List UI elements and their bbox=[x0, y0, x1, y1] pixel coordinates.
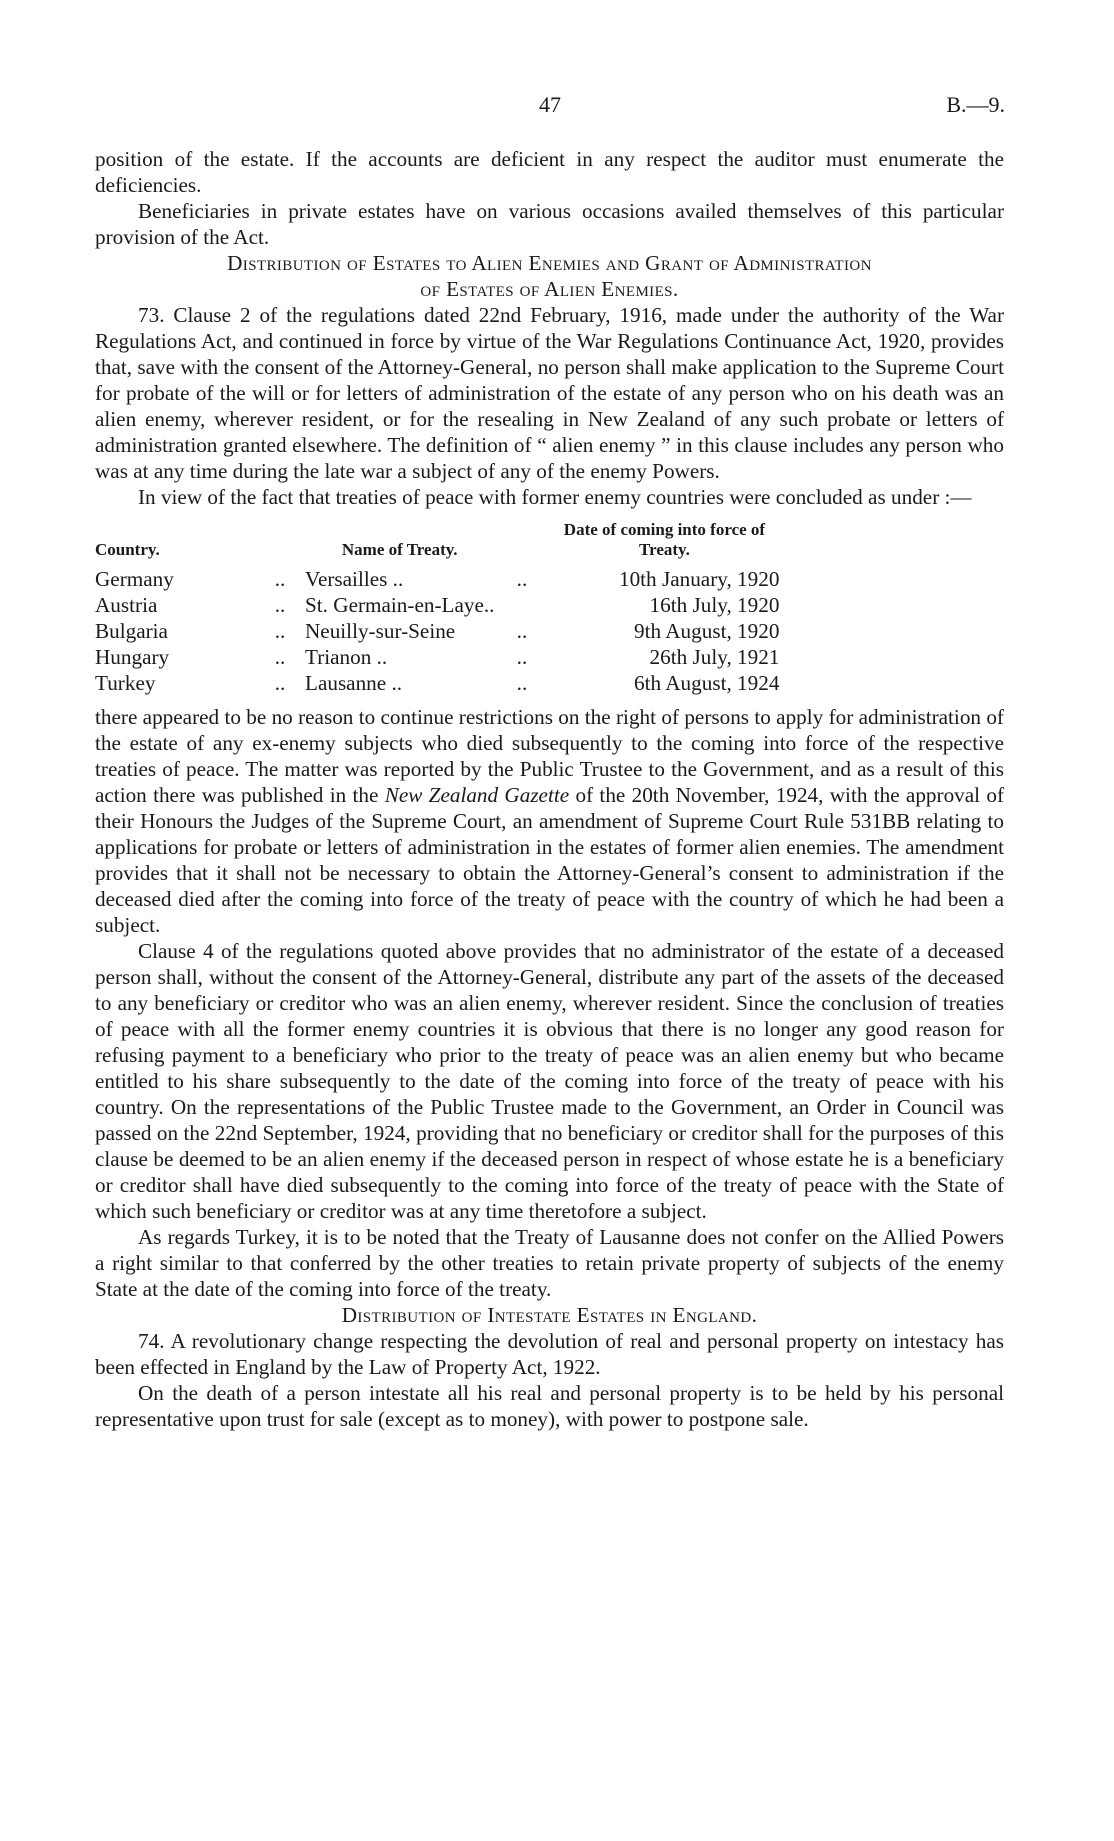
paragraph-turkey: As regards Turkey, it is to be noted that the Treaty of Lausanne does not confer on the Allied Powers a right similar to that conferred by the other treaties to retain private property of subjects of the enemy State at the date of the coming into force of the treaty. bbox=[95, 1225, 1004, 1301]
paragraph-clause-4: Clause 4 of the regulations quoted above provides that no administrator of the estate of a deceased person shall, without the consent of the Attorney-General, distribute any part of the assets of the deceased to any beneficiary or creditor who was an alien enemy, wherever resident. Since the conclusion of treaties of peace with all the former enemy countries it is obvious that there is no longer any good reason for refusing payment to a beneficiary who prior to the treaty of peace was an alien enemy but who became entitled to his share subsequently to the date of the coming into force of the treaty of peace with his country. On the representations of the Public Trustee made to the Government, an Order in Council was passed on the 22nd September, 1924, providing that no beneficiary or creditor shall for the purposes of this clause be deemed to be an alien enemy if the deceased person in respect of whose estate he is a beneficiary or creditor shall have died subsequently to the coming into force of the treaty of peace with the State of which such beneficiary or creditor was at any time theretofore a subject. bbox=[95, 939, 1004, 1223]
leader-dots: .. bbox=[274, 567, 286, 591]
paragraph-74: 74. A revolutionary change respecting the devolution of real and personal property on intestacy has been effected in England by the Law of Property Act, 1922. bbox=[95, 1329, 1004, 1379]
treaty-table bbox=[95, 520, 779, 696]
leader-dots bbox=[494, 592, 549, 618]
header-country: Country. bbox=[95, 540, 160, 559]
treaty-table-header bbox=[95, 520, 779, 566]
document-reference: B.—9. bbox=[946, 92, 1005, 117]
leader-dots: .. bbox=[516, 671, 528, 695]
page-header bbox=[95, 92, 1005, 122]
row-date: 10th January, 1920 bbox=[618, 567, 780, 591]
header-date: Date of coming into force of Treaty. bbox=[563, 520, 766, 559]
row-date: 9th August, 1920 bbox=[634, 619, 780, 643]
leader-dots: .. bbox=[274, 619, 286, 643]
section-heading-intestate-estates: Distribution of Intestate Estates in England. bbox=[341, 1303, 758, 1327]
paragraph-intro-1: position of the estate. If the accounts are deficient in any respect the auditor must enumerate the deficiencies. bbox=[95, 147, 1004, 197]
row-country: Austria bbox=[95, 593, 158, 617]
row-country: Turkey bbox=[95, 671, 156, 695]
row-treaty-name: Trianon .. bbox=[305, 645, 388, 669]
row-treaty-name: Neuilly-sur-Seine bbox=[305, 619, 456, 643]
row-country: Bulgaria bbox=[95, 619, 168, 643]
row-date: 16th July, 1920 bbox=[649, 593, 780, 617]
section-heading-alien-enemies: Distribution of Estates to Alien Enemies and Grant of Administration bbox=[227, 251, 872, 275]
table-row bbox=[95, 592, 779, 618]
leader-dots: .. bbox=[274, 645, 286, 669]
leader-dots: .. bbox=[274, 671, 286, 695]
paragraph-after-table-part-2: of the 20th November, 1924, with the approval of their Honours the Judges of the Supreme Court, an amendment of Supreme Court Rule 531BB relating to applications for probate or letters of administration in the estates of former alien enemies. The amendment provides that it shall not be necessary to obtain the Attorney-General’s consent to administration if the deceased died after the coming into force of the treaty of peace with the country of which he had been a subject. bbox=[95, 783, 1005, 937]
row-country: Hungary bbox=[95, 645, 170, 669]
paragraph-after-table bbox=[95, 704, 1004, 938]
paragraph-intro-2: Beneficiaries in private estates have on various occasions availed themselves of this particular provision of the Act. bbox=[95, 199, 1004, 249]
row-date: 6th August, 1924 bbox=[634, 671, 780, 695]
leader-dots: .. bbox=[274, 593, 286, 617]
section-heading-alien-enemies-line2: of Estates of Alien Enemies. bbox=[420, 277, 679, 301]
paragraph-treaties-intro: In view of the fact that treaties of peace with former enemy countries were concluded as under :— bbox=[138, 485, 972, 509]
table-row bbox=[95, 618, 779, 644]
paragraph-intestate-death: On the death of a person intestate all his real and personal property is to be held by his personal representative upon trust for sale (except as to money), with power to postpone sale. bbox=[95, 1381, 1004, 1431]
table-row bbox=[95, 566, 779, 592]
row-treaty-name: Versailles .. bbox=[305, 567, 404, 591]
leader-dots: .. bbox=[516, 567, 528, 591]
leader-dots: .. bbox=[516, 645, 528, 669]
row-treaty-name: Lausanne .. bbox=[305, 671, 403, 695]
leader-dots: .. bbox=[516, 619, 528, 643]
page-number: 47 bbox=[539, 92, 561, 117]
paragraph-73: 73. Clause 2 of the regulations dated 22nd February, 1916, made under the authority of the War Regulations Act, and continued in force by virtue of the War Regulations Continuance Act, 1920, provides that, save with the consent of the Attorney-General, no person shall make application to the Supreme Court for probate of the will or for letters of administration of the estate of any person who on his death was an alien enemy, wherever resident, or for the resealing in New Zealand of any such probate or letters of administration granted elsewhere. The definition of “ alien enemy ” in this clause includes any person who was at any time during the late war a subject of any of the enemy Powers. bbox=[95, 303, 1004, 483]
paragraph-after-table-part-1: there appeared to be no reason to continue restrictions on the right of persons to apply for administration of the estate of any ex-enemy subjects who died subsequently to the coming into force of the respective treaties of peace. The matter was reported by the Public Trustee to the Government, and as a result of this action there was published in the bbox=[95, 705, 1004, 807]
row-date: 26th July, 1921 bbox=[649, 645, 780, 669]
page-body bbox=[95, 146, 1004, 1432]
row-treaty-name: St. Germain-en-Laye.. bbox=[305, 593, 495, 617]
row-country: Germany bbox=[95, 567, 174, 591]
table-row bbox=[95, 670, 779, 696]
gazette-title: New Zealand Gazette bbox=[384, 783, 570, 807]
header-treaty-name: Name of Treaty. bbox=[341, 540, 458, 559]
table-row bbox=[95, 644, 779, 670]
